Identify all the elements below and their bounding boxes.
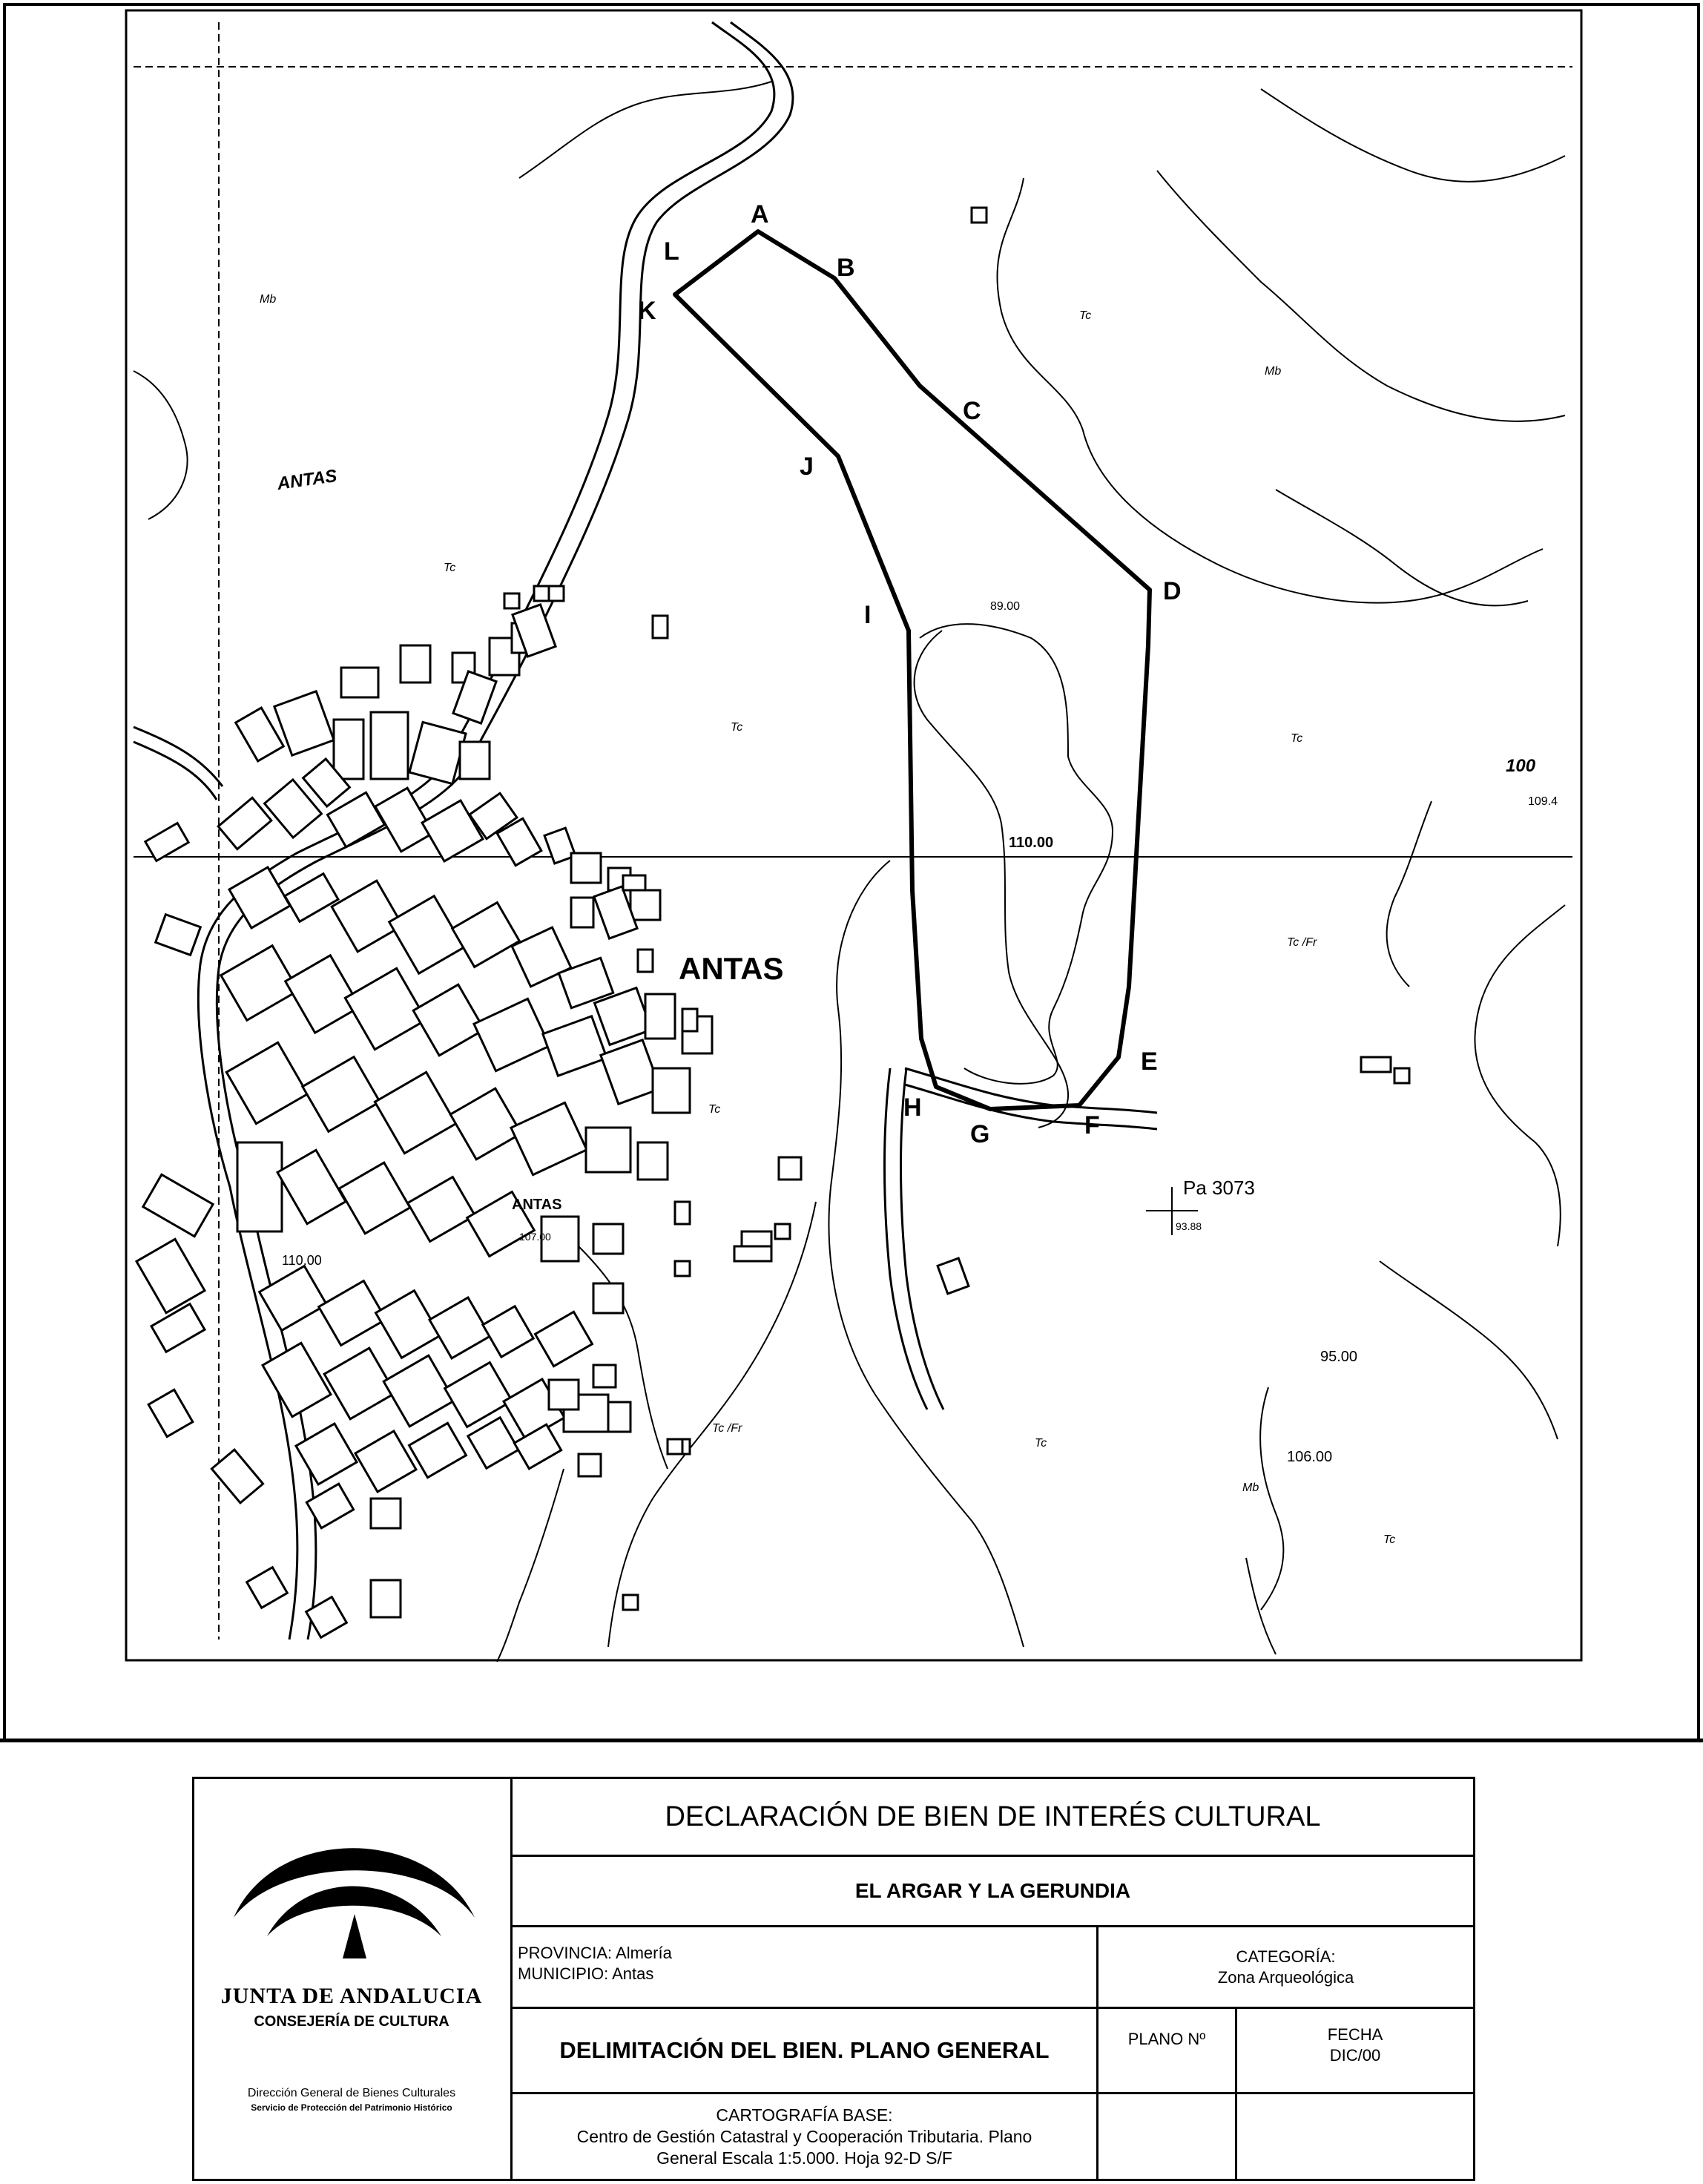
plan-title: DELIMITACIÓN DEL BIEN. PLANO GENERAL [559, 2037, 1050, 2063]
dept-line-1: Dirección General de Bienes Culturales [247, 2086, 456, 2099]
elevation-label-grid: 110.00 [1009, 835, 1054, 851]
terrain-code-mb: Mb [1242, 1481, 1259, 1494]
plano-label: PLANO Nº [1127, 2030, 1206, 2048]
terrain-code-tc: Tc [1383, 1533, 1396, 1546]
place-label-antas-small: ANTAS [276, 465, 338, 494]
terrain-code-mb: Mb [1265, 365, 1282, 378]
survey-point-sub-label: 93.88 [1176, 1220, 1202, 1232]
terrain-code-tc: Tc [1035, 1437, 1047, 1450]
survey-point-label: Pa 3073 [1183, 1177, 1255, 1199]
categoria-value: Zona Arqueológica [1217, 1967, 1354, 1987]
vertex-label-a: A [751, 200, 769, 228]
dept-line-2: Servicio de Protección del Patrimonio Histórico [251, 2102, 452, 2113]
dept-text-block [194, 2081, 509, 2118]
municipio: MUNICIPIO: Antas [518, 1964, 654, 1983]
vertex-label-j: J [800, 453, 814, 481]
vertex-label-g: G [970, 1120, 990, 1148]
logo-text-block [194, 1973, 509, 2040]
terrain-code-tc: Tc [444, 562, 456, 574]
terrain-code-mb: Mb [260, 293, 277, 306]
terrain-code-tc-fr: Tc /Fr [712, 1422, 742, 1435]
elevation-label-100: 100 [1506, 756, 1536, 776]
terrain-code-tc: Tc [1291, 732, 1303, 745]
vertex-label-c: C [963, 397, 981, 425]
fecha-cell [1237, 2009, 1473, 2092]
org-name: JUNTA DE ANDALUCIA [220, 1983, 483, 2008]
site-name: EL ARGAR Y LA GERUNDIA [854, 1879, 1131, 1902]
site-inner-contour [920, 624, 1113, 1084]
categoria-cell [1098, 1927, 1473, 2007]
vertex-label-k: K [638, 297, 656, 325]
elevation-label-109: 109.4 [1528, 795, 1558, 808]
vertex-label-l: L [664, 237, 679, 266]
place-label-antas-town: ANTAS [512, 1197, 562, 1213]
fecha-value: DIC/00 [1329, 2046, 1381, 2065]
vertex-label-f: F [1084, 1111, 1100, 1139]
elevation-label-106: 106.00 [1287, 1449, 1333, 1465]
vertex-label-b: B [837, 254, 855, 282]
elevation-label-89: 89.00 [990, 600, 1021, 613]
plan-title-cell [513, 2009, 1096, 2092]
terrain-code-tc: Tc [1079, 309, 1092, 322]
vertex-label-e: E [1141, 1047, 1158, 1076]
site-name-cell [513, 1857, 1473, 1925]
declaration-cell [513, 1779, 1473, 1855]
elevation-label-95: 95.00 [1320, 1349, 1358, 1365]
org-sub: CONSEJERÍA DE CULTURA [254, 2013, 449, 2030]
cartografia-line-1: Centro de Gestión Catastral y Cooperación Tributaria. Plano [576, 2126, 1032, 2146]
plano-cell [1098, 2009, 1235, 2092]
town-buildings [136, 208, 1409, 1637]
elevation-label-grid-left: 110.00 [282, 1253, 322, 1268]
declaration-title: DECLARACIÓN DE BIEN DE INTERÉS CULTURAL [665, 1800, 1321, 1832]
vertex-label-h: H [903, 1093, 922, 1122]
terrain-code-tc: Tc [708, 1103, 721, 1116]
elevation-label-107: 107.00 [519, 1231, 551, 1243]
vertex-label-i: I [864, 601, 872, 629]
place-label-antas-large: ANTAS [679, 951, 784, 986]
cartografia-label: CARTOGRAFÍA BASE: [716, 2105, 893, 2125]
provincia: PROVINCIA: Almería [518, 1944, 672, 1962]
cartografia-line-2: General Escala 1:5.000. Hoja 92-D S/F [656, 2148, 952, 2168]
terrain-code-tc-fr: Tc /Fr [1287, 936, 1317, 949]
cartografia-cell [513, 2094, 1096, 2179]
categoria-label: CATEGORÍA: [1236, 1947, 1336, 1966]
contour-lines [134, 82, 1565, 1662]
fecha-label: FECHA [1327, 2025, 1383, 2044]
vertex-label-d: D [1163, 577, 1182, 605]
terrain-code-tc: Tc [731, 721, 743, 734]
location-cell [518, 1944, 1089, 2003]
